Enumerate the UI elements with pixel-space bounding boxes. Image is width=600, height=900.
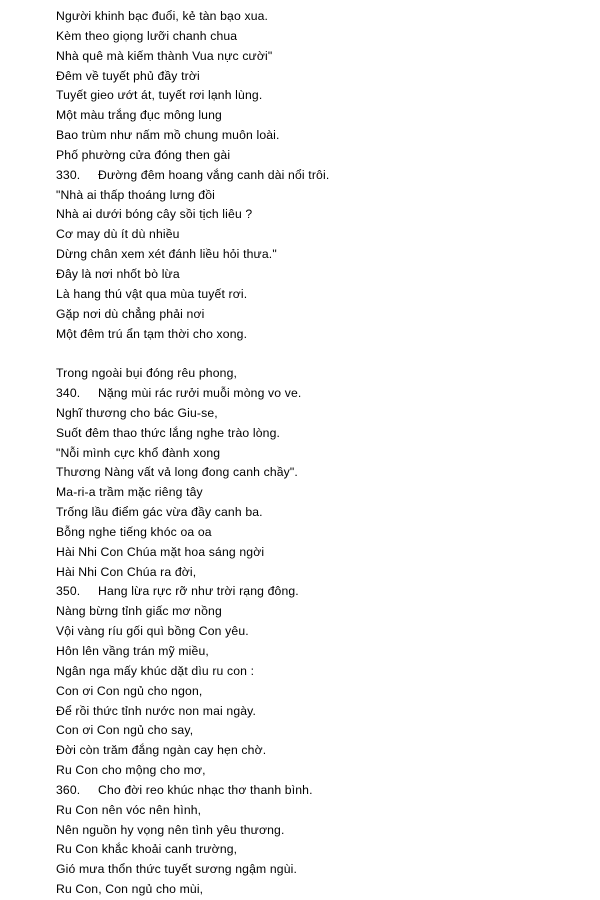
verse-text: Nhà ai dưới bóng cây sồi tịch liêu ? (56, 207, 253, 222)
poem-line (56, 523, 586, 543)
poem-line (56, 404, 586, 424)
verse-text: Ru Con nên vóc nên hình, (56, 802, 202, 817)
line-number: 350. (56, 584, 81, 599)
poem-line (56, 801, 586, 821)
verse-text: Ru Con khắc khoải canh trường, (56, 842, 238, 857)
verse-text: Đêm về tuyết phủ đầy trời (56, 68, 200, 83)
poem-line (56, 265, 586, 285)
verse-text: Cho đời reo khúc nhạc thơ thanh bình. (98, 782, 313, 797)
poem-line (56, 642, 586, 662)
verse-text: Ru Con cho mộng cho mơ, (56, 763, 206, 778)
poem-line (56, 285, 586, 305)
verse-text: Đường đêm hoang vắng canh dài nổi trôi. (98, 167, 330, 182)
verse-text: Trong ngoài bụi đóng rêu phong, (56, 366, 238, 381)
verse-text: Kèm theo giọng lưỡi chanh chua (56, 28, 238, 43)
verse-text: Gió mưa thổn thức tuyết sương ngậm ngùi. (56, 862, 298, 877)
poem-line (56, 186, 586, 206)
poem-line (56, 384, 586, 404)
poem-line (56, 27, 586, 47)
poem-text (56, 7, 586, 900)
poem-line (56, 364, 586, 384)
verse-text: Nhà quê mà kiếm thành Vua nực cười" (56, 48, 273, 63)
verse-text: Người khinh bạc đuổi, kẻ tàn bạo xua. (56, 9, 269, 23)
poem-line (56, 483, 586, 503)
poem-line (56, 880, 586, 900)
poem-line (56, 166, 586, 186)
verse-text: Trống lầu điểm gác vừa đầy canh ba. (56, 505, 263, 520)
verse-text: Gặp nơi dù chẳng phải nơi (56, 306, 205, 321)
verse-text: Là hang thú vật qua mùa tuyết rơi. (56, 286, 248, 301)
verse-text: Bỗng nghe tiếng khóc oa oa (56, 524, 212, 539)
verse-text: Để rồi thức tỉnh nước non mai ngày. (56, 703, 257, 718)
verse-text: "Nhà ai thấp thoáng lưng đồi (56, 187, 215, 202)
verse-text: Một đêm trú ẩn tạm thời cho xong. (56, 326, 248, 341)
verse-text: Dừng chân xem xét đánh liều hỏi thưa." (56, 247, 277, 262)
line-number: 330. (56, 167, 81, 182)
verse-text: Một màu trắng đục mông lung (56, 108, 222, 123)
line-number: 340. (56, 386, 81, 401)
poem-line (56, 543, 586, 563)
verse-text: Bao trùm như nấm mồ chung muôn loài. (56, 128, 280, 143)
verse-text: Con ơi Con ngủ cho ngon, (56, 683, 203, 698)
verse-text: Nghĩ thương cho bác Giu-se, (56, 405, 218, 420)
verse-text: Đời còn trăm đắng ngàn cay hẹn chờ. (56, 743, 267, 758)
poem-line (56, 662, 586, 682)
poem-line (56, 563, 586, 583)
verse-text: Ngân nga mấy khúc dặt dìu ru con : (56, 663, 255, 678)
poem-line (56, 582, 586, 602)
line-number: 360. (56, 782, 81, 797)
verse-text: Nặng mùi rác rưởi muỗi mòng vo ve. (98, 386, 302, 401)
verse-text: Ru Con, Con ngủ cho mùi, (56, 882, 204, 897)
verse-text: Cơ may dù ít dù nhiều (56, 227, 180, 242)
verse-text: Hài Nhi Con Chúa mặt hoa sáng ngời (56, 544, 265, 559)
verse-text: Thương Nàng vất vả long đong canh chầy". (56, 465, 298, 480)
poem-line (56, 245, 586, 265)
verse-text: Tuyết gieo ướt át, tuyết rơi lạnh lùng. (56, 88, 263, 103)
verse-text: Nên nguồn hy vọng nên tình yêu thương. (56, 822, 285, 837)
poem-line (56, 721, 586, 741)
verse-text: Hài Nhi Con Chúa ra đời, (56, 564, 197, 579)
verse-text: Con ơi Con ngủ cho say, (56, 723, 194, 738)
poem-line (56, 761, 586, 781)
poem-line (56, 325, 586, 345)
verse-text: Hôn lên vầng trán mỹ miều, (56, 644, 209, 658)
poem-line (56, 503, 586, 523)
poem-line (56, 205, 586, 225)
verse-text: "Nỗi mình cực khổ đành xong (56, 445, 221, 460)
poem-line (56, 305, 586, 325)
poem-line (56, 424, 586, 444)
verse-text: Ma-ri-a trầm mặc riêng tây (56, 485, 203, 500)
poem-line (56, 741, 586, 761)
verse-text: Vội vàng ríu gối quì bồng Con yêu. (56, 624, 249, 639)
poem-line (56, 7, 586, 27)
poem-line (56, 602, 586, 622)
stanza-gap (56, 344, 586, 364)
poem-line (56, 840, 586, 860)
poem-line (56, 225, 586, 245)
verse-text: Hang lừa rực rỡ như trời rạng đông. (98, 584, 299, 599)
verse-text: Suốt đêm thao thức lắng nghe trào lòng. (56, 425, 281, 440)
verse-text: Phố phường cửa đóng then gài (56, 147, 231, 162)
poem-line (56, 67, 586, 87)
poem-line (56, 781, 586, 801)
verse-text: Đây là nơi nhốt bò lừa (56, 266, 180, 281)
poem-line (56, 463, 586, 483)
poem-line (56, 860, 586, 880)
poem-line (56, 444, 586, 464)
poem-line (56, 47, 586, 67)
poem-line (56, 126, 586, 146)
poem-line (56, 146, 586, 166)
poem-line (56, 622, 586, 642)
poem-line (56, 682, 586, 702)
poem-line (56, 702, 586, 722)
poem-line (56, 821, 586, 841)
verse-text: Nàng bừng tỉnh giấc mơ nồng (56, 604, 222, 619)
poem-line (56, 106, 586, 126)
poem-line (56, 86, 586, 106)
